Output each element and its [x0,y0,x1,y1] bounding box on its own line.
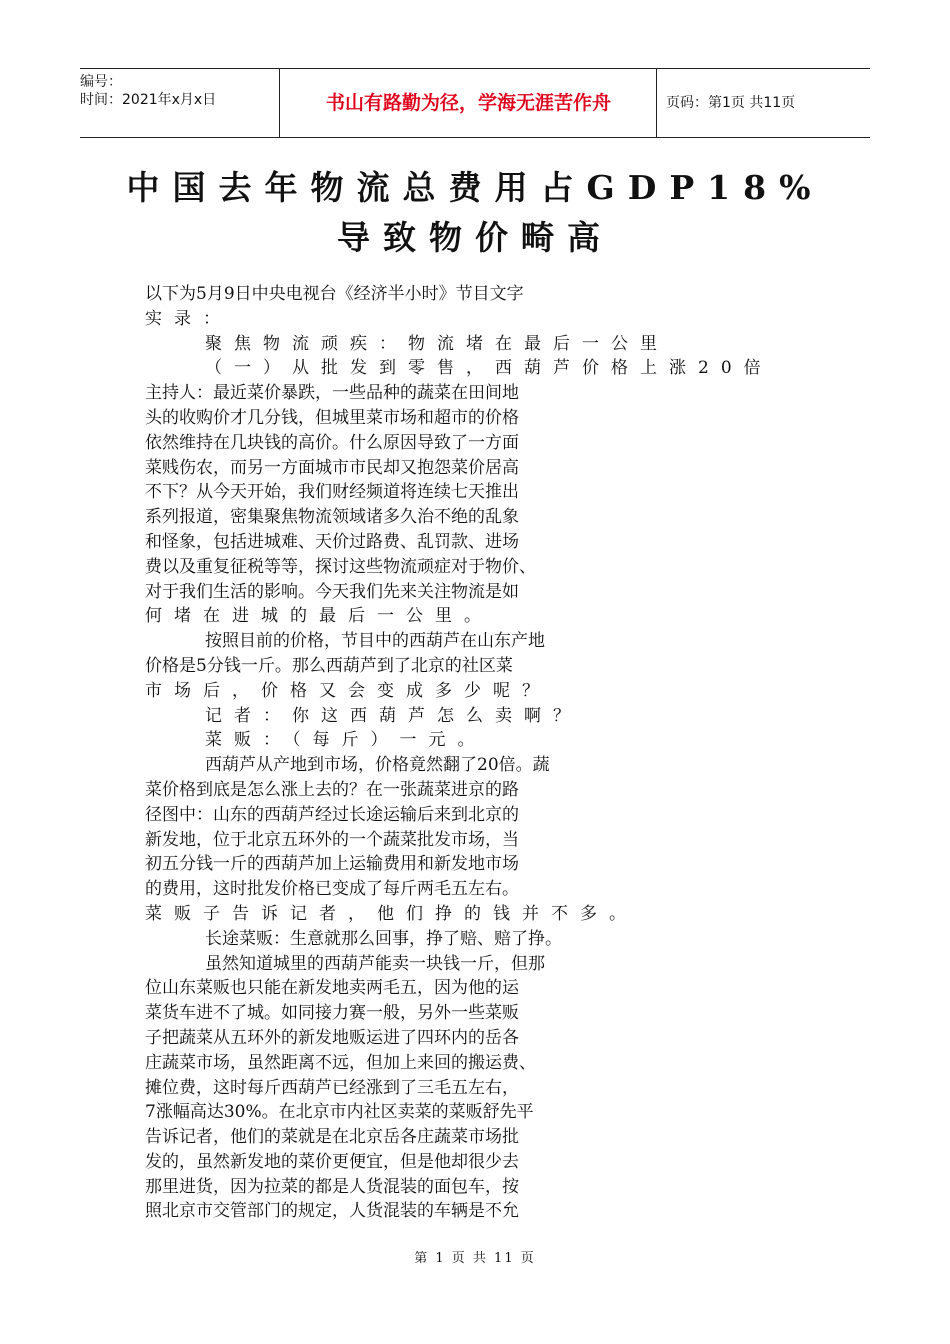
code-label: 编号： [80,74,122,90]
text-line: 西葫芦从产地到市场，价格竟然翻了20倍。蔬 [205,755,550,776]
text-line: 市场后，价格又会变成多少呢？ [145,680,551,701]
text-line: 和怪象，包括进城难、天价过路费、乱罚款、进场 [145,531,519,552]
text-line: 位山东菜贩也只能在新发地卖两毛五，因为他的运 [145,978,519,999]
header-page-info: 页码：第1页 共11页 [666,95,796,111]
text-line: （一）从批发到零售，西葫芦价格上涨20倍 [205,358,773,379]
text-line: 菜贱伤农，而另一方面城市市民却又抱怨菜价居高 [145,457,519,478]
text-line: 费以及重复征税等等，探讨这些物流顽症对于物价、 [145,556,536,577]
header-meta [80,69,280,137]
text-line: 头的收购价才几分钱，但城里菜市场和超市的价格 [145,407,519,428]
text-line: 菜贩：（每斤）一元。 [205,730,487,751]
text-line: 那里进货，因为拉菜的都是人货混装的面包车，按 [145,1176,519,1197]
text-line: 的费用，这时批发价格已变成了每斤两毛五左右。 [145,879,519,900]
text-line: 菜价格到底是怎么涨上去的？在一张蔬菜进京的路 [145,779,519,800]
article-body [145,282,825,1224]
text-line: 主持人：最近菜价暴跌，一些品种的蔬菜在田间地 [145,383,519,404]
text-line: 照北京市交管部门的规定，人货混装的车辆是不允 [145,1201,519,1222]
text-line: 7涨幅高达30%。在北京市内社区卖菜的菜贩舒先平 [145,1102,534,1123]
text-line: 记者：你这西葫芦怎么卖啊？ [205,705,582,726]
text-line: 初五分钱一斤的西葫芦加上运输费用和新发地市场 [145,854,519,875]
page-title-line2: 导致物价畸高 [337,218,613,257]
text-line: 长途菜贩：生意就那么回事，挣了赔、赔了挣。 [205,928,562,949]
text-line: 子把蔬菜从五环外的新发地贩运进了四环内的岳各 [145,1027,519,1048]
text-line: 新发地，位于北京五环外的一个蔬菜批发市场，当 [145,829,519,850]
text-line: 依然维持在几块钱的高价。什么原因导致了一方面 [145,432,519,453]
document-header [80,68,870,138]
text-line: 价格是5分钱一斤。那么西葫芦到了北京的社区菜 [145,655,513,676]
text-line: 何堵在进城的最后一公里。 [145,606,493,627]
page-footer: 第 1 页 共 11 页 [414,1251,536,1266]
text-line: 告诉记者，他们的菜就是在北京岳各庄蔬菜市场批 [145,1127,519,1148]
text-line: 对于我们生活的影响。今天我们先来关注物流是如 [145,581,519,602]
page-title-line1: 中国去年物流总费用占GDP18% [126,168,824,207]
text-line: 实录： [145,308,232,329]
text-line: 庄蔬菜市场，虽然距离不远，但加上来回的搬运费、 [145,1052,536,1073]
text-line: 虽然知道城里的西葫芦能卖一块钱一斤，但那 [205,953,545,974]
text-line: 径图中：山东的西葫芦经过长途运输后来到北京的 [145,804,519,825]
text-line: 菜货车进不了城。如同接力赛一般，另外一些菜贩 [145,1003,519,1024]
text-line: 系列报道，密集聚焦物流领域诸多久治不绝的乱象 [145,507,519,528]
date-label: 时间：2021年x月x日 [80,92,217,108]
text-line: 发的，虽然新发地的菜价更便宜，但是他却很少去 [145,1151,519,1172]
header-motto: 书山有路勤为径，学海无涯苦作舟 [281,69,657,137]
text-line: 不下？从今天开始，我们财经频道将连续七天推出 [145,482,519,503]
text-line: 菜贩子告诉记者，他们挣的钱并不多。 [145,903,638,924]
text-line: 聚焦物流顽疾：物流堵在最后一公里 [205,333,669,354]
text-line: 按照目前的价格，节目中的西葫芦在山东产地 [205,631,545,652]
text-line: 摊位费，这时每斤西葫芦已经涨到了三毛五左右， [145,1077,519,1098]
text-line: 以下为5月9日中央电视台《经济半小时》节目文字 [145,284,524,304]
